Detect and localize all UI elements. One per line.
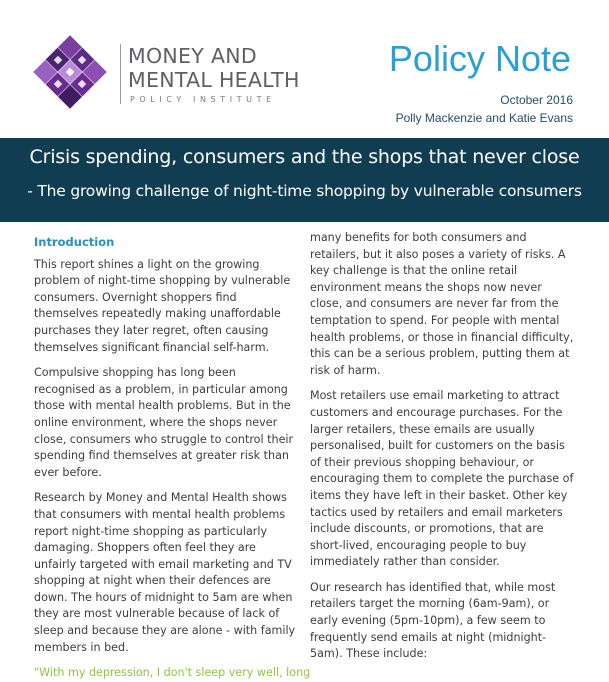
right-column [310,230,576,672]
report-title: Crisis spending, consumers and the shops that never close [29,146,580,168]
paragraph: many benefits for both consumers and retailers, but it also poses a variety of risks. A key challenge is that the online retail environment means the shops now never close, and consumers are never far from the temptation to spend. For people with mental health problems, or those in financial difficulty, this can be a serious problem, putting them at risk of harm. [310,231,574,377]
left-column [34,230,311,682]
logo-text-line3: POLICY INSTITUTE [130,95,276,104]
authors: Polly Mackenzie and Katie Evans [395,111,573,125]
report-subtitle: - The growing challenge of night-time shopping by vulnerable consumers [27,182,582,200]
paragraph: Our research has identified that, while most retailers target the morning (6am-9am), or early evening (5pm-10pm), a few seem to frequently send emails at night (midnight-5am). These include: [310,580,556,661]
logo-text-line2: MENTAL HEALTH [128,68,300,92]
pull-quote: "With my depression, I don't sleep very well, long [34,666,311,680]
paragraph: Most retailers use email marketing to attract customers and encourage purchases. For the larger retailers, these emails are usually personalised, built for customers on the basis of their previous shopping behaviour, or encouraging them to complete the purchase of items they have left in their basket. Other key tactics used by retailers and email marketers include discounts, or promotions, that are short-lived, encouraging people to buy immediately rather than consider. [310,389,574,569]
document-header [0,0,609,138]
paragraph: Compulsive shopping has long been recognised as a problem, in particular among those with mental health problems. But in the online environment, where the shops never close, consumers who struggle to control their spending find themselves at greater risk than ever before. [34,366,294,479]
money-and-mental-health-logo-icon [32,34,108,110]
publication-date: October 2016 [500,93,573,107]
paragraph: Research by Money and Mental Health shows that consumers with mental health problems report night-time shopping as particularly damaging. Shoppers often feel they are unfairly targeted with email marketing and TV shopping at night when their defences are down. The hours of midnight to 5am are when they are most vulnerable because of lack of sleep and because they are alone - with family members in bed. [34,491,296,654]
paragraph: This report shines a light on the growing problem of night-time shopping by vulnerable consumers. Overnight shoppers find themselves repeatedly making unaffordable purchases they later regret, often causing themselves significant financial self-harm. [34,257,291,354]
logo-divider [120,44,121,104]
logo-text-line1: MONEY AND [128,44,257,68]
document-type-title: Policy Note [388,38,571,79]
section-heading-introduction: Introduction [34,235,115,249]
title-banner [0,138,609,222]
